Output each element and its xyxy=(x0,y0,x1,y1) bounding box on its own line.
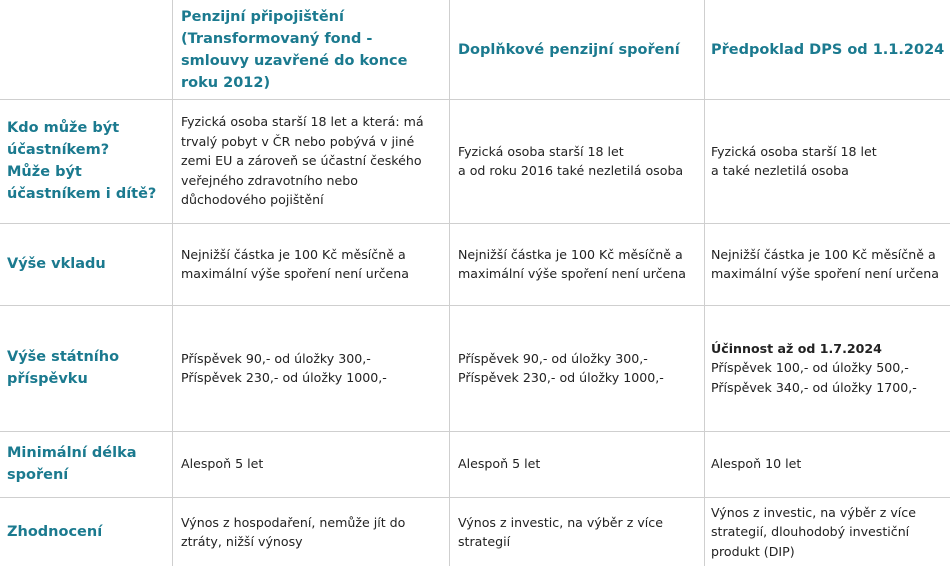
table-cell: Alespoň 10 let xyxy=(711,456,802,472)
row-header-min-duration: Minimální délka spoření xyxy=(7,445,137,483)
table-cell: Fyzická osoba starší 18 let a také nezletilá osoba xyxy=(711,143,877,178)
table-cell: Výnos z investic, na výběr z více strategií, dlouhodobý investiční produkt (DIP) xyxy=(711,504,916,559)
row-header-participant: Kdo může být účastníkem? Může být účastníkem i dítě? xyxy=(7,120,157,202)
table-cell: Výnos z investic, na výběr z více strategií xyxy=(458,514,663,549)
row-header-state-contribution: Výše státního příspěvku xyxy=(7,349,120,387)
row-divider xyxy=(0,497,950,498)
table-cell: Alespoň 5 let xyxy=(181,456,264,472)
table-cell: Nejnižší částka je 100 Kč měsíčně a maximální výše spoření není určena xyxy=(711,246,939,281)
column-header-supplementary-savings: Doplňkové penzijní spoření xyxy=(458,42,680,58)
table-cell: Výnos z hospodaření, nemůže jít do ztráty, nižší výnosy xyxy=(181,514,406,549)
row-divider xyxy=(0,99,950,100)
column-header-dps-2024: Předpoklad DPS od 1.1.2024 xyxy=(711,42,945,58)
column-divider xyxy=(704,0,705,566)
column-header-pension-insurance: Penzijní připojištění (Transformovaný fond - smlouvy uzavřené do konce roku 2012) xyxy=(181,9,408,91)
table-cell: Příspěvek 90,- od úložky 300,- Příspěvek 230,- od úložky 1000,- xyxy=(458,350,664,385)
row-divider xyxy=(0,223,950,224)
table-cell: Nejnižší částka je 100 Kč měsíčně a maximální výše spoření není určena xyxy=(181,246,409,281)
row-divider xyxy=(0,431,950,432)
table-cell: Alespoň 5 let xyxy=(458,456,541,472)
column-divider xyxy=(449,0,450,566)
row-divider xyxy=(0,305,950,306)
column-divider xyxy=(172,0,173,566)
row-header-appreciation: Zhodnocení xyxy=(7,524,103,540)
effective-date-note: Účinnost až od 1.7.2024 xyxy=(711,340,882,356)
row-header-deposit: Výše vkladu xyxy=(7,256,106,272)
table-cell: Účinnost až od 1.7.2024 Příspěvek 100,- od úložky 500,- Příspěvek 340,- od úložky 1700,- xyxy=(711,340,917,395)
table-cell: Fyzická osoba starší 18 let a která: má trvalý pobyt v ČR nebo pobývá v jiné zemi EU a zároveň se účastní českého veřejného zdravotního nebo důchodového pojištění xyxy=(181,114,424,208)
table-cell: Příspěvek 90,- od úložky 300,- Příspěvek 230,- od úložky 1000,- xyxy=(181,350,387,385)
table-cell: Fyzická osoba starší 18 let a od roku 2016 také nezletilá osoba xyxy=(458,143,684,178)
table-cell: Nejnižší částka je 100 Kč měsíčně a maximální výše spoření není určena xyxy=(458,246,686,281)
